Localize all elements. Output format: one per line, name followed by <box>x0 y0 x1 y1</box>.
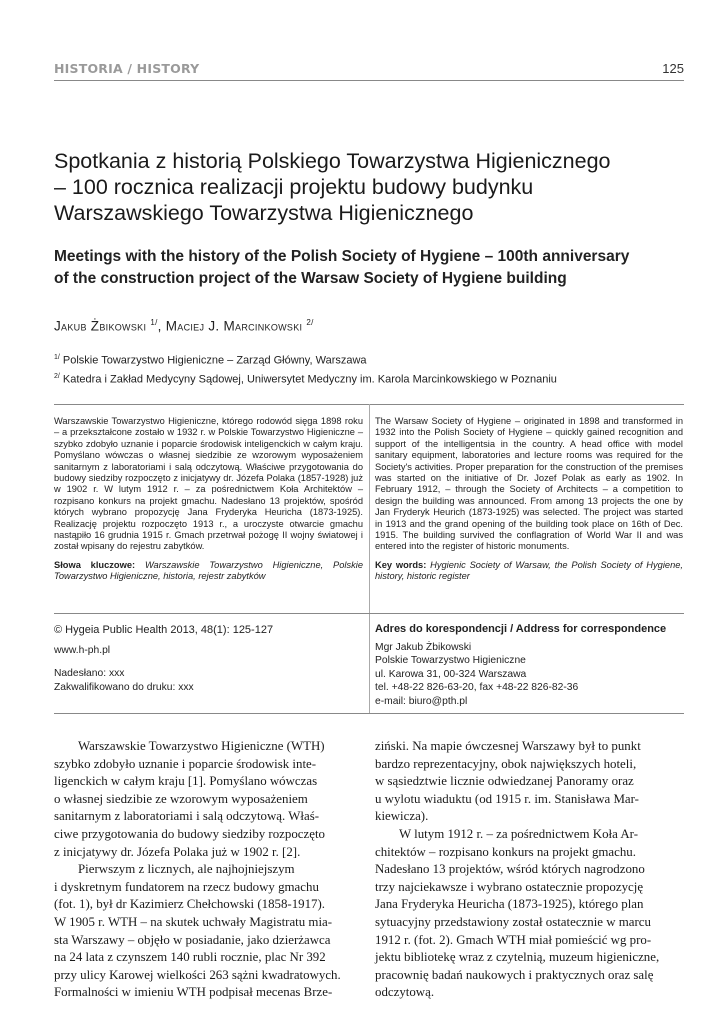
author-list <box>54 318 314 334</box>
affiliation-ref: 1/ <box>54 354 60 361</box>
body-line: u wylotu wiaduktu (od 1915 r. im. Stanisława Mar- <box>375 791 639 806</box>
title-pl-line: Warszawskiego Towarzystwa Higienicznego <box>54 201 474 225</box>
correspondence-line: tel. +48-22 826-63-20, fax +48-22 826-82-36 <box>375 682 579 694</box>
body-line: ligenckich w całym kraju [1]. Pomyślano wówczas <box>54 774 318 789</box>
affiliation-list <box>54 350 557 387</box>
body-line: o własnej siedzibie ze wzorowym wyposażeniem <box>54 791 308 806</box>
keywords-polish <box>54 560 363 583</box>
body-line: odczytową. <box>375 985 435 1000</box>
keywords-pl-text: Warszawskie Towarzystwo Higieniczne, Polskie Towarzystwo Higieniczne, historia, rejestr zabytków <box>54 559 363 582</box>
abstract-en-text: The Warsaw Society of Hygiene – originated in 1898 and transformed in 1932 into the Polish Society of Hygiene – quickly gained recognition and support of the intelligentsia in the country. A head office with model sanitary equipment, laboratories and lecture rooms was required for the Society's activities. Proper preparation for the construction of the premises was started on the initiative of Dr. Jozef Polak as early as 1902. In February 1912, – through the Society of Architects – a competition to design the building was announced. From among 13 projects the one by Jan Fryderyk Heurich (1873-1925) was selected. The project was started in 1913 and the grand opening of the building took place on 16th of Dec. 1915. The building survived the conflagration of World War II and was entered into the register of historic monuments. <box>375 416 683 552</box>
correspondence-address <box>375 623 695 709</box>
title-pl-line: – 100 rocznica realizacji projektu budowy budynku <box>54 175 534 199</box>
keywords-en-text: Hygienic Society of Warsaw, the Polish Society of Hygiene, history, historic register <box>375 559 683 582</box>
body-line: W 1905 r. WTH – na skutek uchwały Magistratu mia- <box>54 914 333 929</box>
abstract-polish <box>54 416 363 583</box>
body-line: chitektów – rozpisano konkurs na projekt gmachu. <box>375 844 636 859</box>
title-en-line: Meetings with the history of the Polish Society of Hygiene – 100th anniversary <box>54 248 630 265</box>
affiliation-text: Katedra i Zakład Medycyny Sądowej, Uniwersytet Medyczny im. Karola Marcinkowskiego w Poznaniu <box>62 373 557 386</box>
title-en-line: of the construction project of the Warsaw Society of Hygiene building <box>54 270 567 287</box>
correspondence-line: Polskie Towarzystwo Higieniczne <box>375 655 526 667</box>
abstract-english <box>375 416 683 583</box>
author-name: Maciej J. Marcinkowski <box>165 318 303 334</box>
body-text-right-column <box>375 738 659 1002</box>
header-rule <box>54 80 684 81</box>
body-line: bardzo reprezentacyjny, obok największych hoteli, <box>375 756 637 771</box>
journal-citation: © Hygeia Public Health 2013, 48(1): 125-127 <box>54 624 274 636</box>
correspondence-title: Adres do korespondencji / Address for correspondence <box>375 623 667 635</box>
submitted-date: Nadesłano: xxx <box>54 668 125 679</box>
body-line: jektu bibliotekę wraz z czytelnią, muzeum higieniczne, <box>375 950 660 965</box>
body-line: Warszawskie Towarzystwo Higieniczne (WTH) <box>78 739 325 753</box>
body-line: sytuacyjny przedstawiony został ostatecznie w marcu <box>375 914 651 929</box>
body-line: na 24 lata z czynszem 140 rubli rocznie, plac Nr 392 <box>54 950 326 965</box>
abstract-bottom-rule <box>54 713 684 714</box>
body-line: Pierwszym z licznych, ale najhojniejszym <box>78 862 295 877</box>
section-header: HISTORIA / HISTORY <box>54 61 200 76</box>
author-affiliation-ref: 2/ <box>306 318 314 327</box>
body-line: ciwe przygotowania do budowy siedziby rozpoczęto <box>54 826 325 841</box>
affiliation-item <box>54 350 557 369</box>
journal-url-link[interactable]: www.h-ph.pl <box>54 645 111 656</box>
body-line: przy ulicy Karowej wielkości 263 sążni kwadratowych. <box>54 967 341 982</box>
abstract-mid-rule <box>54 613 684 614</box>
abstract-pl-text: Warszawskie Towarzystwo Higieniczne, którego rodowód sięga 1898 roku – a przekształcone zostało w 1932 r. w Polskie Towarzystwo Higieniczne – szybko zdobyło uznanie i poparcie środowisk inteligenckich w całym kraju. Pomyślano wówczas o własnej siedzibie ze wzorowym wyposażeniem sanitarnym z laboratoriami i salą odczytową. Właściwe przygotowania do budowy siedziby rozpoczęto z inicjatywy dr. Józefa Polaka (1857-1928) już w 1902 r. W lutym 1912 r. – za pośrednictwem Koła Architektów – rozpisano konkurs na projekt gmachu. Nadesłano 13 projektów, spośród których wybrano propozycję Jana Fryderyka Heuricha (1873-1925). Realizację projektu rozpoczęto 1913 r., a uroczyste otwarcie gmachu nastąpiło 16 grudnia 1915 r. Gmach przetrwał pożogę II wojny światowej i został wpisany do rejestru zabytków. <box>54 416 363 552</box>
body-text-left-column <box>54 738 341 1002</box>
author-name: Jakub Żbikowski <box>54 318 147 334</box>
author-affiliation-ref: 1/ <box>150 318 158 327</box>
title-pl-line: Spotkania z historią Polskiego Towarzystwa Higienicznego <box>54 149 611 173</box>
affiliation-text: Polskie Towarzystwo Higieniczne – Zarząd Główny, Warszawa <box>62 354 367 367</box>
body-line: kiewicza). <box>375 809 429 824</box>
body-line: sta Warszawy – objęło w posiadanie, jako dzierżawca <box>54 932 331 947</box>
accepted-date: Zakwalifikowano do druku: xxx <box>54 682 194 693</box>
affiliation-item <box>54 369 557 388</box>
correspondence-line: Mgr Jakub Żbikowski <box>375 641 472 653</box>
body-line: (fot. 1), był dr Kazimierz Chełchowski (1858-1917). <box>54 897 325 912</box>
author-separator: , <box>157 318 166 334</box>
correspondence-email-link[interactable]: e-mail: biuro@pth.pl <box>375 695 468 707</box>
body-line: w sąsiedztwie licznie odwiedzanej Panoramy oraz <box>375 774 634 789</box>
article-title-polish <box>54 148 694 226</box>
body-line: ziński. Na mapie ówczesnej Warszawy był to punkt <box>375 739 641 753</box>
correspondence-line: ul. Karowa 31, 00-324 Warszawa <box>375 668 527 680</box>
body-line: 1912 r. (fot. 2). Gmach WTH miał pomieścić wg pro- <box>375 932 652 947</box>
body-line: Formalności w imieniu WTH podpisał mecenas Brze- <box>54 985 333 1000</box>
keywords-english <box>375 560 683 583</box>
publication-info <box>54 623 364 695</box>
body-line: szybko zdobyło uznanie i poparcie środowisk inte- <box>54 756 317 771</box>
body-line: Jana Fryderyka Heuricha (1873-1925), którego plan <box>375 897 644 912</box>
body-line: trzy najciekawsze i wybrano ostatecznie propozycję <box>375 879 644 894</box>
body-line: W lutym 1912 r. – za pośrednictwem Koła Ar- <box>399 826 639 841</box>
body-line: Nadesłano 13 projektów, wśród których nagrodzono <box>375 862 645 877</box>
page-number: 125 <box>662 61 684 76</box>
abstract-column-divider <box>369 404 370 713</box>
keywords-pl-label: Słowa kluczowe: <box>54 559 136 570</box>
keywords-en-label: Key words: <box>375 559 427 570</box>
body-line: pracownię badań naukowych i praktycznych oraz salę <box>375 967 654 982</box>
body-line: z inicjatywy dr. Józefa Polaka już w 1902 r. [2]. <box>54 844 301 859</box>
affiliation-ref: 2/ <box>54 372 60 380</box>
body-line: i dyskretnym fundatorem na rzecz budowy gmachu <box>54 879 319 894</box>
body-line: sanitarnym z laboratoriami i salą odczytową. Właś- <box>54 809 320 824</box>
article-title-english <box>54 246 694 290</box>
